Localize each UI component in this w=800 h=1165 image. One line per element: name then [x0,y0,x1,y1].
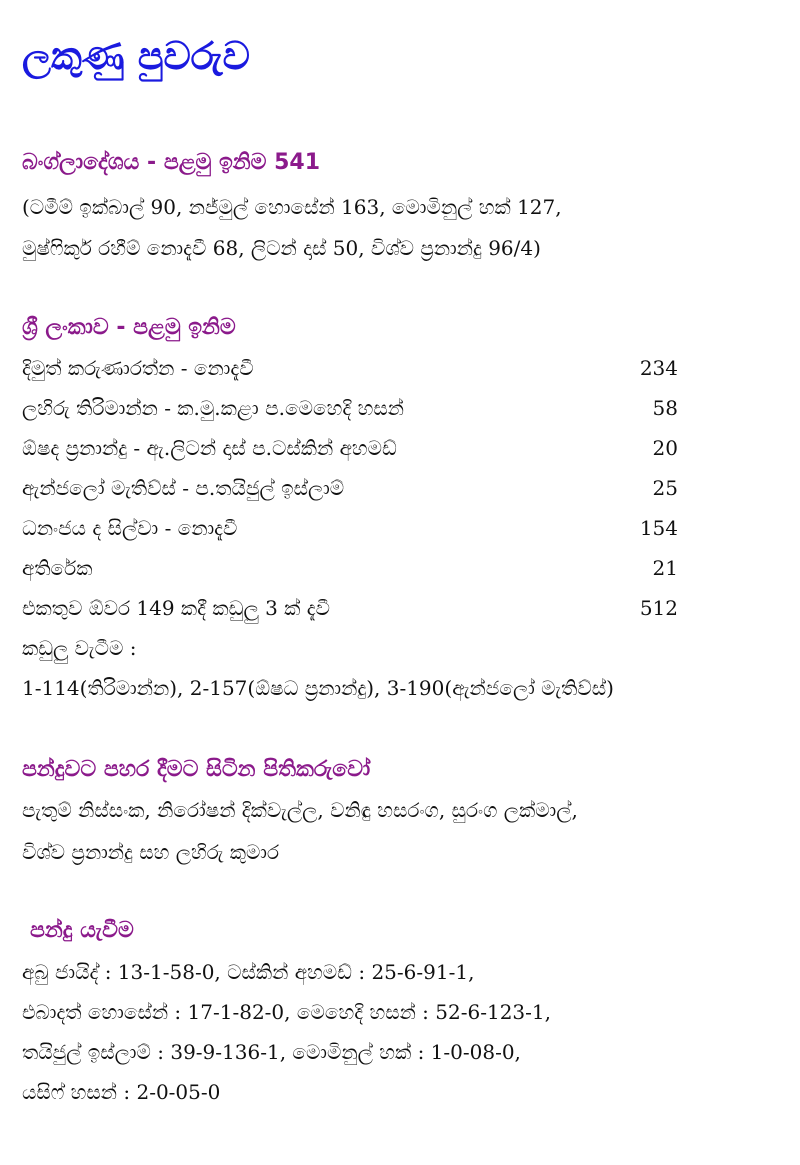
extras-label: අතිරේක [22,556,93,580]
total-value: 512 [639,596,678,620]
runs-value: 234 [639,356,678,380]
page-title: ලකුණු පුවරුව [22,34,250,78]
bangladesh-summary-line: (ටමීම් ඉක්බාල් 90, නජ්මුල් හොසේන් 163, මොමිනුල් හක් 127, [22,195,562,219]
srilanka-innings-heading: ශ්‍රී ලංකාව - පළමු ඉනිම [22,315,236,340]
batsman-entry: ලහිරු තිරිමාන්න - ක.මු.කළා ප.මෙහෙදි හසන් [22,396,404,420]
bangladesh-summary-line: මුෂ්ෆිකුර් රහීම් නොදැවී 68, ලිටන් දාස් 50, විශ්ව ප්‍රනාන්දු 96/4) [22,236,541,260]
bowling-figures-line: තයිජුල් ඉස්ලාම් : 39-9-136-1, මොමිනුල් හක් : 1-0-08-0, [22,1040,521,1064]
yet-to-bat-heading: පන්දුවට පහර දීමට සිටින පිතිකරුවෝ [22,757,371,782]
yet-to-bat-line: විශ්ව ප්‍රනාන්දු සහ ලහිරු කුමාර [22,840,280,864]
runs-value: 20 [652,436,678,460]
bowling-heading: පන්දු යැවීම [30,918,134,943]
total-label: එකතුව ඕවර 149 කදී කඩුලු 3 ක් දැවී [22,596,331,620]
batsman-entry: ඇන්ජලෝ මැතිව්ස් - ප.තයිජුල් ඉස්ලාම් [22,476,345,500]
runs-value: 58 [652,396,678,420]
fall-of-wickets-list: 1-114(තිරිමාන්න), 2-157(ඕෂධ ප්‍රනාන්දු), 3-190(ඇන්ජලෝ මැතිව්ස්) [22,676,614,700]
batsman-entry: ධනංජය ද සිල්වා - නොදැවී [22,516,238,540]
bangladesh-innings-heading: බංග්ලාදේශය - පළමු ඉනිම 541 [22,150,321,175]
bowling-figures-line: යසිෆ් හසන් : 2-0-05-0 [22,1080,221,1104]
runs-value: 154 [639,516,678,540]
fall-of-wickets-label: කඩුලු වැටීම : [22,636,137,660]
bowling-figures-line: අබු ජායිද් : 13-1-58-0, ටස්කින් අහමඩ් : 25-6-91-1, [22,960,475,984]
bowling-figures-line: එබාදත් හොසේන් : 17-1-82-0, මෙහෙදි හසන් : 52-6-123-1, [22,1000,551,1024]
yet-to-bat-line: පැතුම් නිස්සංක, නිරෝෂන් දික්වැල්ල, වනිඳු හසරංග, සුරංග ලක්මාල්, [22,798,578,822]
runs-value: 25 [652,476,678,500]
batsman-entry: දිමුත් කරුණාරත්න - නොදැවී [22,356,254,380]
extras-value: 21 [652,556,678,580]
batsman-entry: ඕෂද ප්‍රනාන්දු - ඇ.ලිටන් දාස් ප.ටස්කින් අහමඩ් [22,436,397,460]
